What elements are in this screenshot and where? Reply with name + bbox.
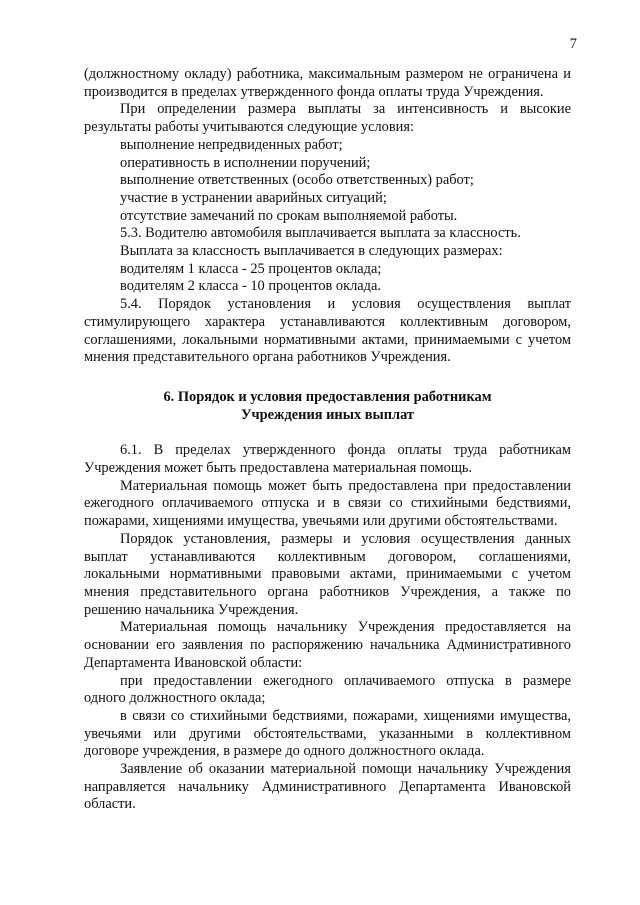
list-item: выполнение ответственных (особо ответственных) работ; bbox=[120, 172, 474, 189]
list-item: водителям 2 класса - 10 процентов оклада. bbox=[120, 278, 381, 295]
paragraph-5-4: 5.4. Порядок установления и условия осуществления выплат стимулирующего характера устанавливаются коллективным договором, соглашениями, локальными нормативными актами, принимаемыми с учетом мнения представительного органа работников Учреждения. bbox=[84, 296, 571, 366]
list-item: выполнение непредвиденных работ; bbox=[120, 136, 343, 153]
paragraph-class-intro: Выплата за классность выплачивается в следующих размерах: bbox=[120, 243, 503, 260]
conditions-list bbox=[84, 137, 571, 226]
paragraph-5-3: 5.3. Водителю автомобиля выплачивается выплата за классность. bbox=[120, 225, 521, 242]
paragraph-vacation: при предоставлении ежегодного оплачиваемого отпуска в размере одного должностного оклада; bbox=[84, 672, 571, 707]
list-item: оперативность в исполнении поручений; bbox=[120, 154, 371, 171]
paragraph-salary-limit: (должностному окладу) работника, максимальным размером не ограничена и производится в пределах утвержденного фонда оплаты труда Учреждения. bbox=[84, 66, 571, 100]
list-item: участие в устранении аварийных ситуаций; bbox=[120, 189, 387, 206]
page-number: 7 bbox=[569, 36, 577, 52]
paragraph-application: Заявление об оказании материальной помощи начальнику Учреждения направляется начальнику Административного Департамента Ивановской области. bbox=[84, 761, 571, 813]
class-list bbox=[84, 261, 571, 296]
section-heading-line2: Учреждения иных выплат bbox=[240, 406, 414, 423]
list-item: водителям 1 класса - 25 процентов оклада; bbox=[120, 260, 382, 277]
paragraph-intensity-conditions: При определении размера выплаты за интенсивность и высокие результаты работы учитываются следующие условия: bbox=[84, 101, 571, 136]
paragraph-head-aid: Материальная помощь начальнику Учреждения предоставляется на основании его заявления по распоряжению начальника Административного Департамента Ивановской области: bbox=[84, 619, 571, 671]
paragraph-order: Порядок установления, размеры и условия осуществления данных выплат устанавливаются коллективным договором, соглашениями, локальными нормативными правовыми актами, принимаемыми с учетом мнения представительного органа работников Учреждения, а также по решению начальника Учреждения. bbox=[84, 530, 571, 618]
list-item: отсутствие замечаний по срокам выполняемой работы. bbox=[120, 207, 458, 224]
paragraph-disasters: в связи со стихийными бедствиями, пожарами, хищениями имущества, увечьями или другими обстоятельствами, указанными в коллективном договоре учреждения, в размере до одного должностного оклада. bbox=[84, 707, 571, 760]
paragraph-6-1: 6.1. В пределах утвержденного фонда оплаты труда работникам Учреждения может быть предоставлена материальная помощь. bbox=[84, 442, 571, 477]
section-heading: 6. Порядок и условия предоставления работникам bbox=[163, 388, 492, 405]
paragraph-material-aid: Материальная помощь может быть предоставлена при предоставлении ежегодного оплачиваемого отпуска и в связи со стихийными бедствиями, пожарами, хищениями имущества, увечьями или другими обстоятельствами. bbox=[84, 477, 571, 530]
document-body bbox=[84, 66, 571, 814]
